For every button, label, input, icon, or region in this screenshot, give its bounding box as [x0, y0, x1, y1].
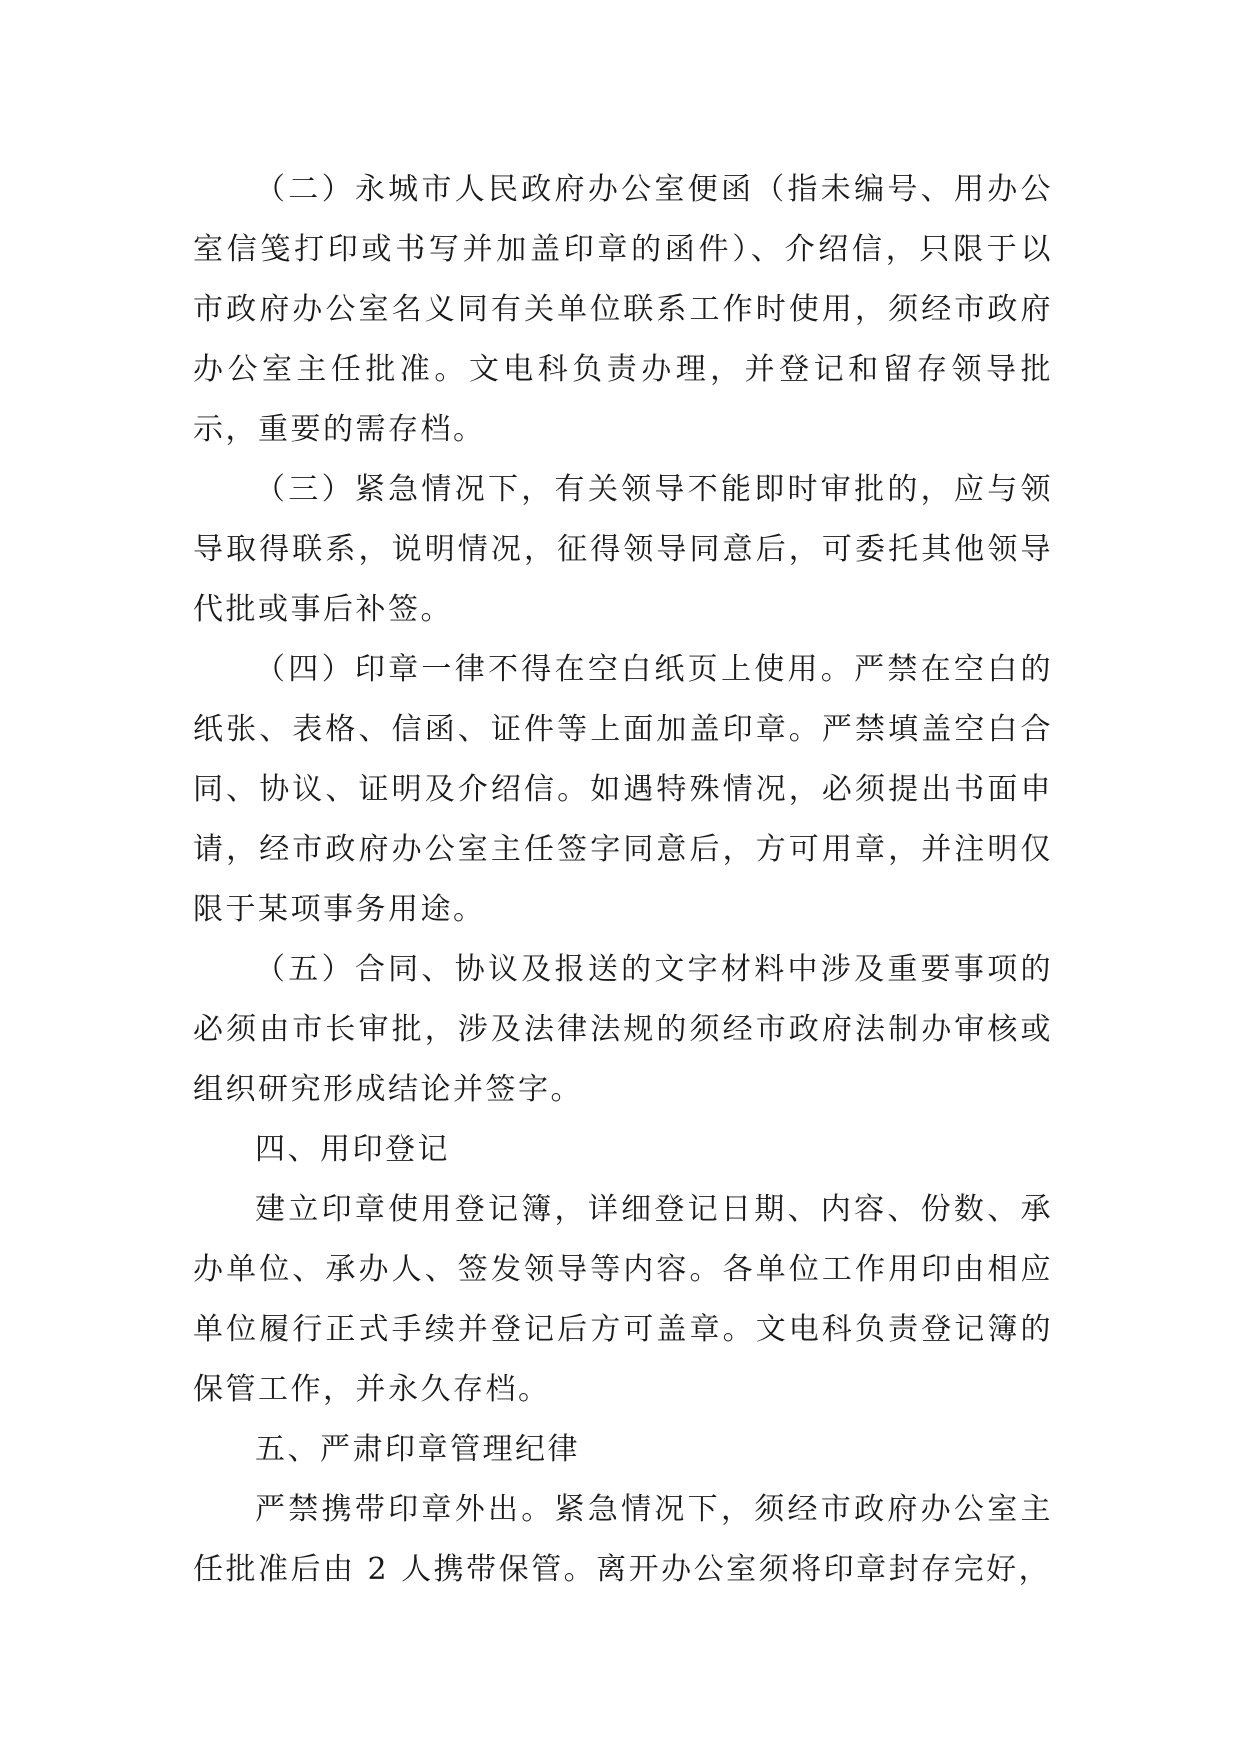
paragraph-discipline: 严禁携带印章外出。紧急情况下，须经市政府办公室主任批准后由 2 人携带保管。离开办公室须将印章封存完好， [193, 1492, 1053, 1587]
document-body [193, 160, 1053, 1600]
paragraph-item-5: （五）合同、协议及报送的文字材料中涉及重要事项的必须由市长审批，涉及法律法规的须经市政府法制办审核或组织研究形成结论并签字。 [193, 952, 1053, 1107]
section-heading-seal-registration: 四、用印登记 [255, 1132, 450, 1167]
paragraph-registration: 建立印章使用登记簿，详细登记日期、内容、份数、承办单位、承办人、签发领导等内容。各单位工作用印由相应单位履行正式手续并登记后方可盖章。文电科负责登记簿的保管工作，并永久存档。 [193, 1192, 1053, 1407]
section-heading-seal-discipline: 五、严肃印章管理纪律 [255, 1432, 580, 1467]
paragraph-item-3: （三）紧急情况下，有关领导不能即时审批的，应与领导取得联系，说明情况，征得领导同意后，可委托其他领导代批或事后补签。 [193, 472, 1053, 627]
paragraph-item-4: （四）印章一律不得在空白纸页上使用。严禁在空白的纸张、表格、信函、证件等上面加盖印章。严禁填盖空白合同、协议、证明及介绍信。如遇特殊情况，必须提出书面申请，经市政府办公室主任签字同意后，方可用章，并注明仅限于某项事务用途。 [193, 652, 1053, 927]
paragraph-item-2: （二）永城市人民政府办公室便函（指未编号、用办公室信笺打印或书写并加盖印章的函件）、介绍信，只限于以市政府办公室名义同有关单位联系工作时使用，须经市政府办公室主任批准。文电科负责办理，并登记和留存领导批示，重要的需存档。 [193, 172, 1053, 447]
